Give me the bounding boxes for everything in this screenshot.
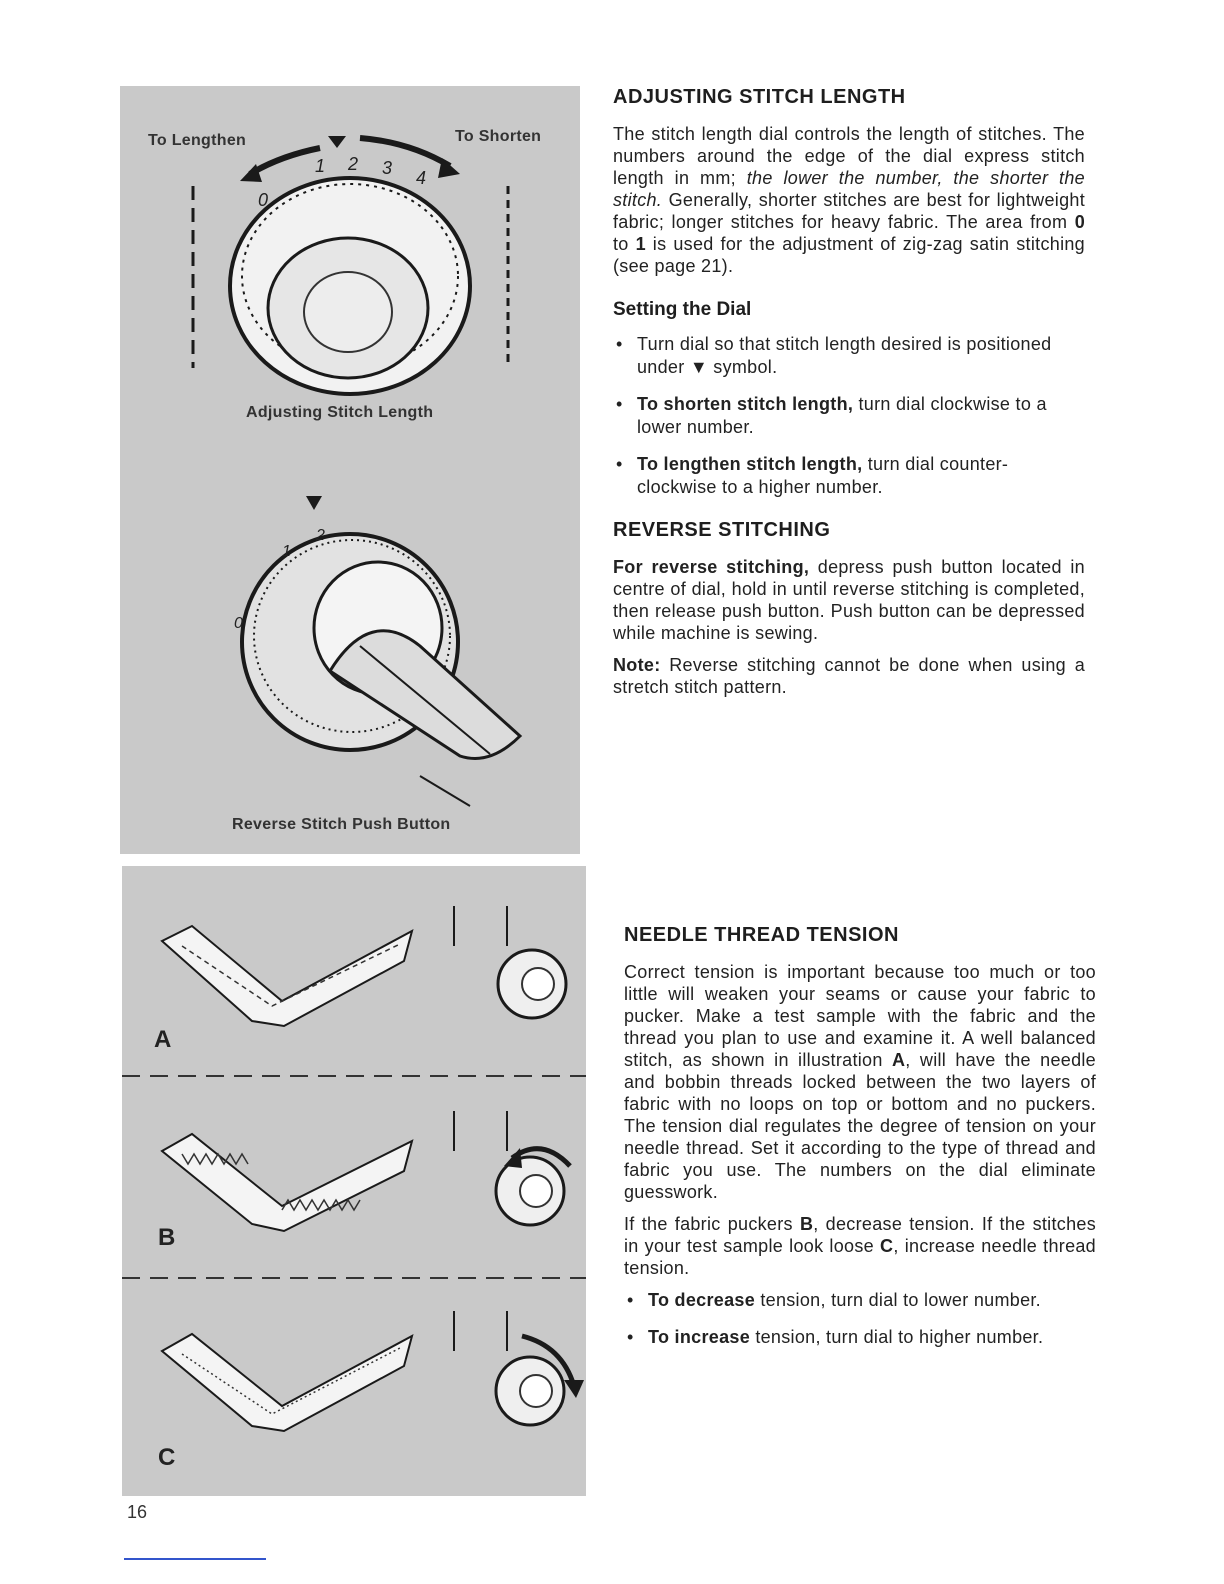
tension-paragraph-2: If the fabric puckers B, decrease tension. If the stitches in your test sample look loose C, increase needle thread tension.	[624, 1214, 1096, 1278]
stitch-length-paragraph: The stitch length dial controls the length of stitches. The numbers around the edge of the dial express stitch length in mm; the lower the number, the shorter the stitch. Generally, shorter stitches are best for lightweight fabric; longer stitches for heavy fabric. The area from 0 to 1 is used for the adjustment of zig-zag satin stitching (see page 21).	[613, 124, 1085, 276]
pointer-triangle-icon-2	[306, 496, 322, 510]
list-item: • To shorten stitch length, turn dial clockwise to a lower number.	[613, 393, 1085, 439]
fabric-sample-b	[162, 1134, 412, 1231]
pointer-triangle-icon	[328, 136, 346, 148]
needle-thread-tension-section	[624, 924, 1096, 1363]
reverse-stitching-paragraph: For reverse stitching, depress push button located in centre of dial, hold in until reverse stitching is completed, then release push button. Push button can be depressed while machine is sewing.	[613, 557, 1085, 643]
increase-arrowhead	[564, 1380, 584, 1398]
dial-button	[304, 272, 392, 352]
tension-dial-b-center	[520, 1175, 552, 1207]
reverse-stitch-caption: Reverse Stitch Push Button	[232, 816, 451, 833]
stitch-length-section	[613, 86, 1085, 708]
list-item: • Turn dial so that stitch length desired is positioned under ▼ symbol.	[613, 333, 1085, 379]
list-item: • To lengthen stitch length, turn dial counter-clockwise to a higher number.	[613, 453, 1085, 499]
bottom-rule	[124, 1558, 266, 1560]
dial-number-4: 4	[416, 168, 427, 188]
tension-samples-drawing	[122, 866, 586, 1496]
tension-list	[624, 1289, 1096, 1349]
reverse-dial-number-1: 1	[282, 543, 291, 560]
tension-post-c	[454, 1311, 507, 1351]
dial-number-2: 2	[348, 154, 359, 174]
to-lengthen-label: To Lengthen	[148, 132, 247, 149]
tension-post-a	[454, 906, 507, 946]
list-item: • To increase tension, turn dial to higher number.	[624, 1326, 1096, 1349]
list-item: • To decrease tension, turn dial to lower number.	[624, 1289, 1096, 1312]
stitch-length-heading: ADJUSTING STITCH LENGTH	[613, 86, 906, 108]
stitch-length-dial-drawing	[120, 86, 580, 854]
shorten-arrow	[360, 138, 450, 166]
dial-number-3: 3	[382, 158, 393, 178]
sample-label-b: B	[158, 1224, 176, 1251]
dial-number-0: 0	[258, 190, 269, 210]
tension-dial-a-center	[522, 968, 554, 1000]
lengthen-arrow	[250, 148, 320, 174]
setting-dial-heading: Setting the Dial	[613, 299, 752, 320]
tension-dial-c-center	[520, 1375, 552, 1407]
stitch-length-illustration-panel	[120, 86, 580, 854]
setting-dial-list	[613, 333, 1085, 499]
reverse-dial-number-2: 2	[316, 527, 325, 544]
caption-leader-line	[420, 776, 470, 806]
fabric-sample-a	[162, 926, 412, 1026]
to-shorten-label: To Shorten	[455, 128, 542, 145]
tension-heading: NEEDLE THREAD TENSION	[624, 924, 899, 946]
tension-post-b	[454, 1111, 507, 1151]
tension-paragraph-1: Correct tension is important because too much or too little will weaken your seams or cause your fabric to pucker. Make a test sample with the fabric and the thread you plan to use and examine it. A well balanced stitch, as shown in illustration A, will have the needle and bobbin threads locked between the two layers of fabric with no loops on top or bottom and no puckers. The tension dial regulates the degree of tension on your needle thread. Set it according to the type of thread and fabric you use. The numbers on the dial eliminate guesswork.	[624, 962, 1096, 1202]
dial-number-1: 1	[315, 156, 326, 176]
reverse-stitching-heading: REVERSE STITCHING	[613, 519, 831, 541]
pointer-triangle-glyph: ▼	[689, 357, 708, 377]
reverse-stitching-note: Note: Reverse stitching cannot be done when using a stretch stitch pattern.	[613, 655, 1085, 697]
reverse-dial-number-0: 0	[234, 615, 243, 632]
sample-label-a: A	[154, 1026, 172, 1053]
tension-illustration-panel	[122, 866, 586, 1496]
sample-label-c: C	[158, 1444, 176, 1471]
fabric-sample-c	[162, 1334, 412, 1431]
page-number: 16	[127, 1502, 148, 1522]
adjusting-stitch-length-caption: Adjusting Stitch Length	[246, 404, 434, 421]
